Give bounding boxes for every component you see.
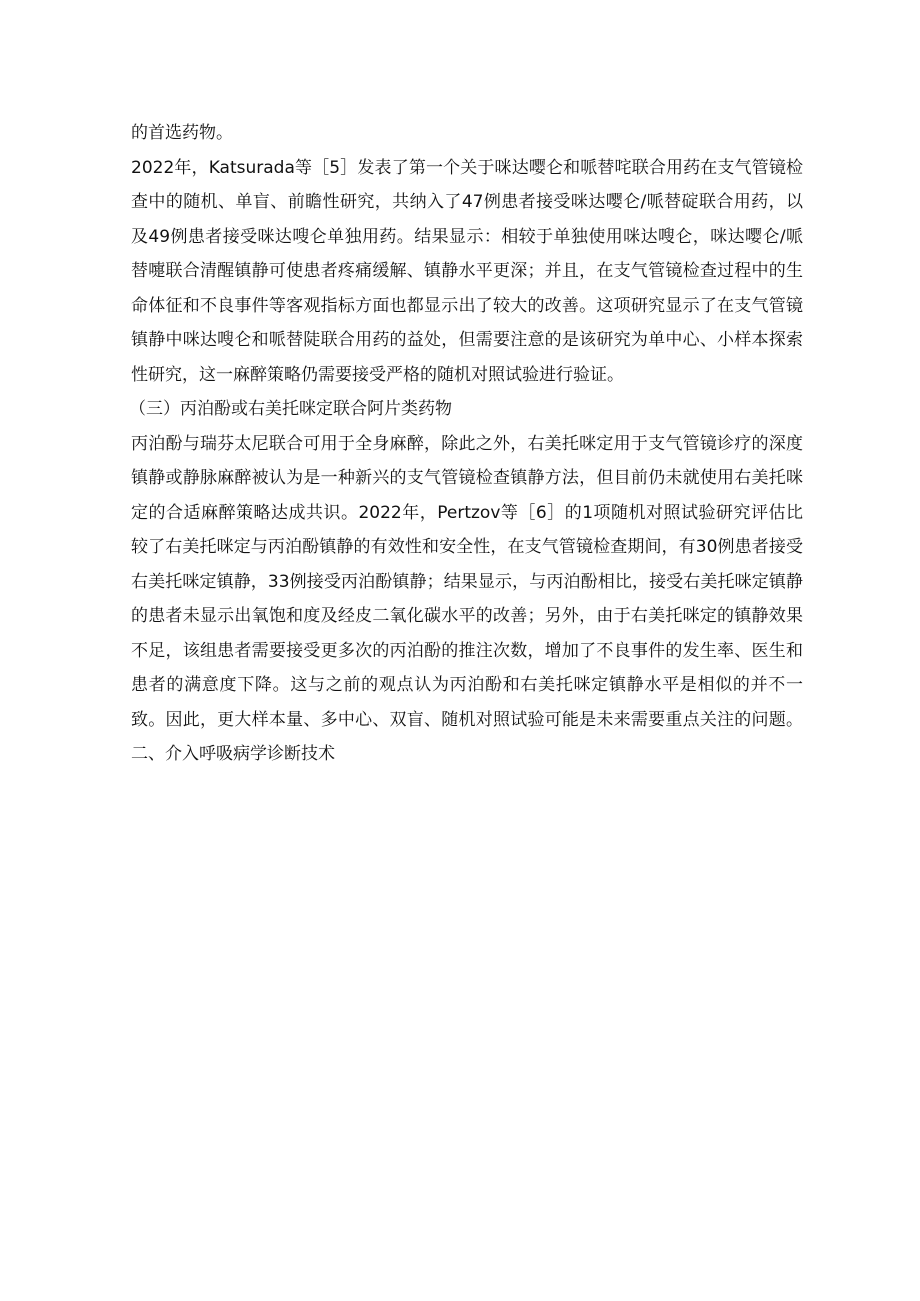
- paragraph-katsurada-study: 2022年，Katsurada等［5］发表了第一个关于咪达嘤仑和哌替咤联合用药在支气管镜检查中的随机、单盲、前瞻性研究，共纳入了47例患者接受咪达嘤仑/哌替碇联合用药，以及49例患者接受咪达嗖仑单独用药。结果显示：相较于单独使用咪达嗖仑，咪达嘤仑/哌替嚏联合清醒镇静可使患者疼痛缓解、镇静水平更深；并且，在支气管镜检查过程中的生命体征和不良事件等客观指标方面也都显示出了较大的改善。这项研究显示了在支气管镜镇静中咪达嗖仑和哌替陡联合用药的益处，但需要注意的是该研究为单中心、小样本探索性研究，这一麻醉策略仍需要接受严格的随机对照试验进行验证。: [131, 157, 803, 385]
- paragraph-continuation: 的首选药物。: [131, 123, 233, 143]
- document-body: [131, 116, 803, 772]
- paragraph-pertzov-study: 丙泊酚与瑞芬太尼联合可用于全身麻醉，除此之外，右美托咪定用于支气管镜诊疗的深度镇静或静脉麻醉被认为是一种新兴的支气管镜检查镇静方法，但目前仍未就使用右美托咪定的合适麻醉策略达成共识。2022年，Pertzov等［6］的1项随机对照试验研究评估比较了右美托咪定与丙泊酚镇静的有效性和安全性，在支气管镜检查期间，有30例患者接受右美托咪定镇静，33例接受丙泊酚镇静；结果显示，与丙泊酚相比，接受右美托咪定镇静的患者未显示出氧饱和度及经皮二氧化碳水平的改善；另外，由于右美托咪定的镇静效果不足，该组患者需要接受更多次的丙泊酚的推注次数，增加了不良事件的发生率、医生和患者的满意度下降。这与之前的观点认为丙泊酚和右美托咪定镇静水平是相似的并不一致。因此，更大样本量、多中心、双盲、随机对照试验可能是未来需要重点关注的问题。二、介入呼吸病学诊断技术: [131, 433, 803, 764]
- section-heading: （三）丙泊酚或右美托咪定联合阿片类药物: [129, 399, 452, 419]
